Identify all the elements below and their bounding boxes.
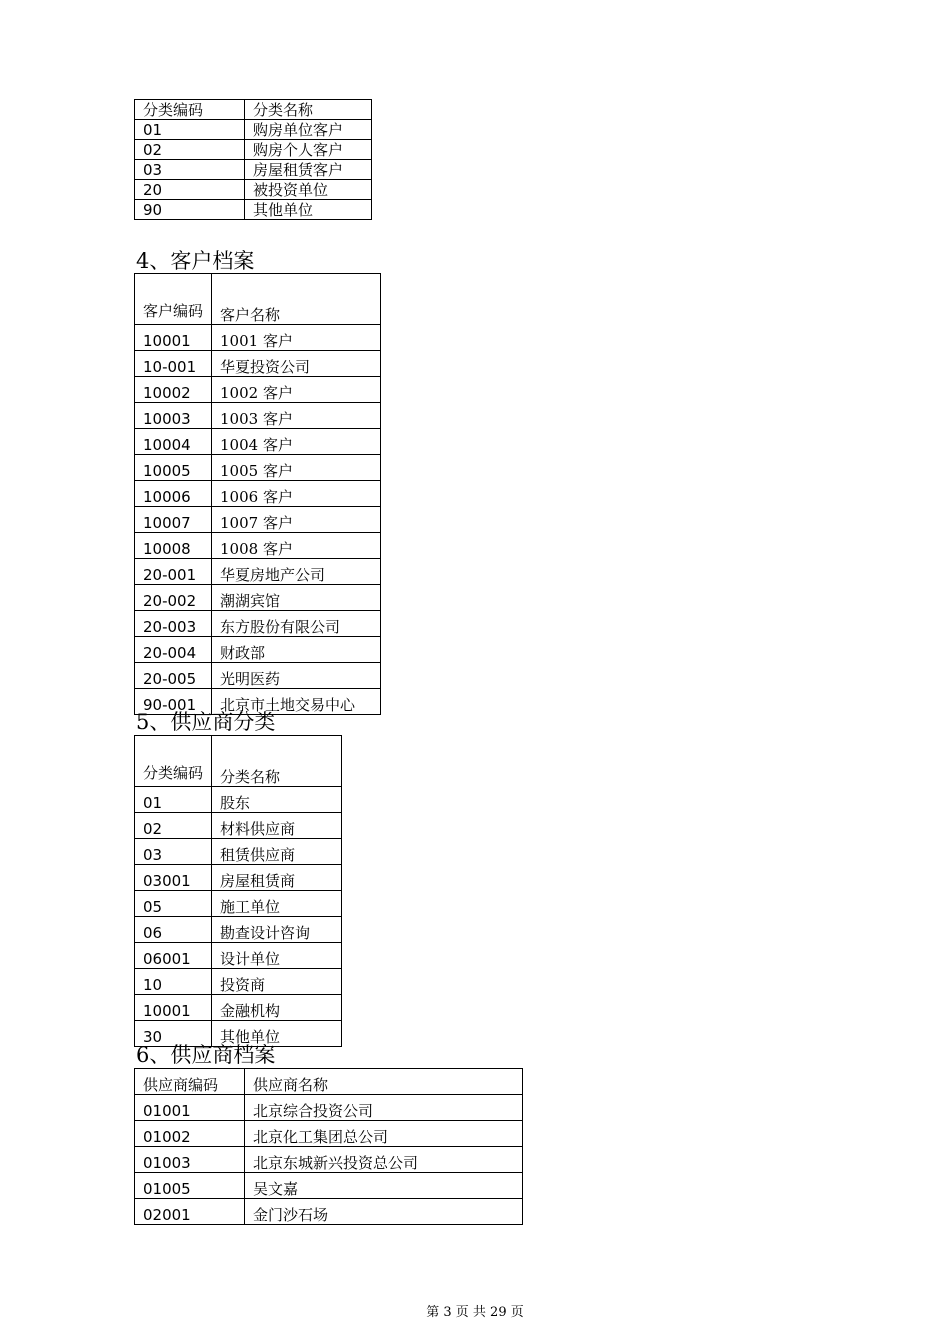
code-cell: 06 xyxy=(135,917,212,943)
code-cell: 03 xyxy=(135,839,212,865)
code-cell: 10001 xyxy=(135,325,212,351)
section-4-title: 4、客户档案 xyxy=(136,249,255,273)
code-cell: 30 xyxy=(135,1021,212,1047)
name-cell: 投资商 xyxy=(212,969,342,995)
supplier-category-table xyxy=(134,735,342,1047)
code-cell: 01002 xyxy=(135,1121,245,1147)
header-code: 供应商编码 xyxy=(135,1069,245,1095)
header-name: 供应商名称 xyxy=(245,1069,523,1095)
code-cell: 10002 xyxy=(135,377,212,403)
table-row xyxy=(135,455,381,481)
name-cell: 设计单位 xyxy=(212,943,342,969)
name-cell: 1002 客户 xyxy=(212,377,381,403)
table-row xyxy=(135,533,381,559)
name-cell: 1003 客户 xyxy=(212,403,381,429)
name-cell: 租赁供应商 xyxy=(212,839,342,865)
table-row xyxy=(135,1173,523,1199)
code-cell: 10008 xyxy=(135,533,212,559)
table-row xyxy=(135,891,342,917)
name-cell: 其他单位 xyxy=(212,1021,342,1047)
table-row xyxy=(135,559,381,585)
table-row xyxy=(135,969,342,995)
code-cell: 10 xyxy=(135,969,212,995)
table-row xyxy=(135,865,342,891)
name-cell: 施工单位 xyxy=(212,891,342,917)
name-cell: 东方股份有限公司 xyxy=(212,611,381,637)
customer-category-table-body xyxy=(135,100,372,220)
name-cell: 购房个人客户 xyxy=(245,140,372,160)
name-cell: 1005 客户 xyxy=(212,455,381,481)
code-cell: 02 xyxy=(135,813,212,839)
table-row xyxy=(135,995,342,1021)
table-header-row xyxy=(135,1069,523,1095)
name-cell: 1006 客户 xyxy=(212,481,381,507)
table-row xyxy=(135,160,372,180)
table-row xyxy=(135,1121,523,1147)
table-header-row xyxy=(135,274,381,325)
table-row xyxy=(135,813,342,839)
code-cell: 10004 xyxy=(135,429,212,455)
name-cell: 北京东城新兴投资总公司 xyxy=(245,1147,523,1173)
code-cell: 03001 xyxy=(135,865,212,891)
name-cell: 华夏房地产公司 xyxy=(212,559,381,585)
table-row xyxy=(135,429,381,455)
table-row xyxy=(135,611,381,637)
table-row xyxy=(135,140,372,160)
code-cell: 01005 xyxy=(135,1173,245,1199)
table-row xyxy=(135,943,342,969)
table-row xyxy=(135,377,381,403)
name-cell: 北京市土地交易中心 xyxy=(212,689,381,715)
section-5-title: 5、供应商分类 xyxy=(136,710,276,734)
customer-archive-table xyxy=(134,273,381,715)
code-cell: 20-005 xyxy=(135,663,212,689)
name-cell: 房屋租赁客户 xyxy=(245,160,372,180)
code-cell: 10007 xyxy=(135,507,212,533)
code-cell: 10006 xyxy=(135,481,212,507)
customer-archive-table-body xyxy=(135,274,381,715)
code-cell: 02 xyxy=(135,140,245,160)
code-cell: 05 xyxy=(135,891,212,917)
name-cell: 金门沙石场 xyxy=(245,1199,523,1225)
supplier-archive-table xyxy=(134,1068,523,1225)
table-row xyxy=(135,481,381,507)
supplier-category-table-body xyxy=(135,736,342,1047)
name-cell: 1007 客户 xyxy=(212,507,381,533)
name-cell: 潮湖宾馆 xyxy=(212,585,381,611)
table-row xyxy=(135,120,372,140)
code-cell: 20-003 xyxy=(135,611,212,637)
code-cell: 20-002 xyxy=(135,585,212,611)
table-row xyxy=(135,917,342,943)
table-row xyxy=(135,663,381,689)
code-cell: 90-001 xyxy=(135,689,212,715)
customer-category-table xyxy=(134,99,372,220)
name-cell: 其他单位 xyxy=(245,200,372,220)
name-cell: 购房单位客户 xyxy=(245,120,372,140)
header-name: 分类名称 xyxy=(245,100,372,120)
table-row xyxy=(135,1199,523,1225)
page-footer: 第 3 页 共 29 页 xyxy=(426,1305,524,1320)
name-cell: 材料供应商 xyxy=(212,813,342,839)
name-cell: 财政部 xyxy=(212,637,381,663)
section-6-title: 6、供应商档案 xyxy=(136,1043,276,1067)
name-cell: 勘查设计咨询 xyxy=(212,917,342,943)
code-cell: 06001 xyxy=(135,943,212,969)
table-row xyxy=(135,403,381,429)
table-row xyxy=(135,351,381,377)
name-cell: 被投资单位 xyxy=(245,180,372,200)
table-row xyxy=(135,1095,523,1121)
header-code: 分类编码 xyxy=(135,100,245,120)
header-name: 客户名称 xyxy=(212,274,381,325)
name-cell: 1004 客户 xyxy=(212,429,381,455)
code-cell: 02001 xyxy=(135,1199,245,1225)
table-row xyxy=(135,325,381,351)
header-code: 分类编码 xyxy=(135,736,212,787)
table-header-row xyxy=(135,736,342,787)
table-row xyxy=(135,637,381,663)
code-cell: 01001 xyxy=(135,1095,245,1121)
code-cell: 01 xyxy=(135,120,245,140)
table-header-row xyxy=(135,100,372,120)
name-cell: 北京综合投资公司 xyxy=(245,1095,523,1121)
table-row xyxy=(135,180,372,200)
supplier-archive-table-body xyxy=(135,1069,523,1225)
code-cell: 20-001 xyxy=(135,559,212,585)
table-row xyxy=(135,1147,523,1173)
header-code: 客户编码 xyxy=(135,274,212,325)
table-row xyxy=(135,200,372,220)
name-cell: 房屋租赁商 xyxy=(212,865,342,891)
code-cell: 20-004 xyxy=(135,637,212,663)
code-cell: 10001 xyxy=(135,995,212,1021)
table-row xyxy=(135,839,342,865)
name-cell: 吴文嘉 xyxy=(245,1173,523,1199)
name-cell: 股东 xyxy=(212,787,342,813)
code-cell: 10003 xyxy=(135,403,212,429)
name-cell: 光明医药 xyxy=(212,663,381,689)
table-row xyxy=(135,585,381,611)
code-cell: 01 xyxy=(135,787,212,813)
code-cell: 01003 xyxy=(135,1147,245,1173)
name-cell: 北京化工集团总公司 xyxy=(245,1121,523,1147)
code-cell: 03 xyxy=(135,160,245,180)
table-row xyxy=(135,787,342,813)
code-cell: 20 xyxy=(135,180,245,200)
name-cell: 1008 客户 xyxy=(212,533,381,559)
name-cell: 华夏投资公司 xyxy=(212,351,381,377)
code-cell: 10005 xyxy=(135,455,212,481)
code-cell: 10-001 xyxy=(135,351,212,377)
table-row xyxy=(135,507,381,533)
name-cell: 金融机构 xyxy=(212,995,342,1021)
code-cell: 90 xyxy=(135,200,245,220)
name-cell: 1001 客户 xyxy=(212,325,381,351)
header-name: 分类名称 xyxy=(212,736,342,787)
